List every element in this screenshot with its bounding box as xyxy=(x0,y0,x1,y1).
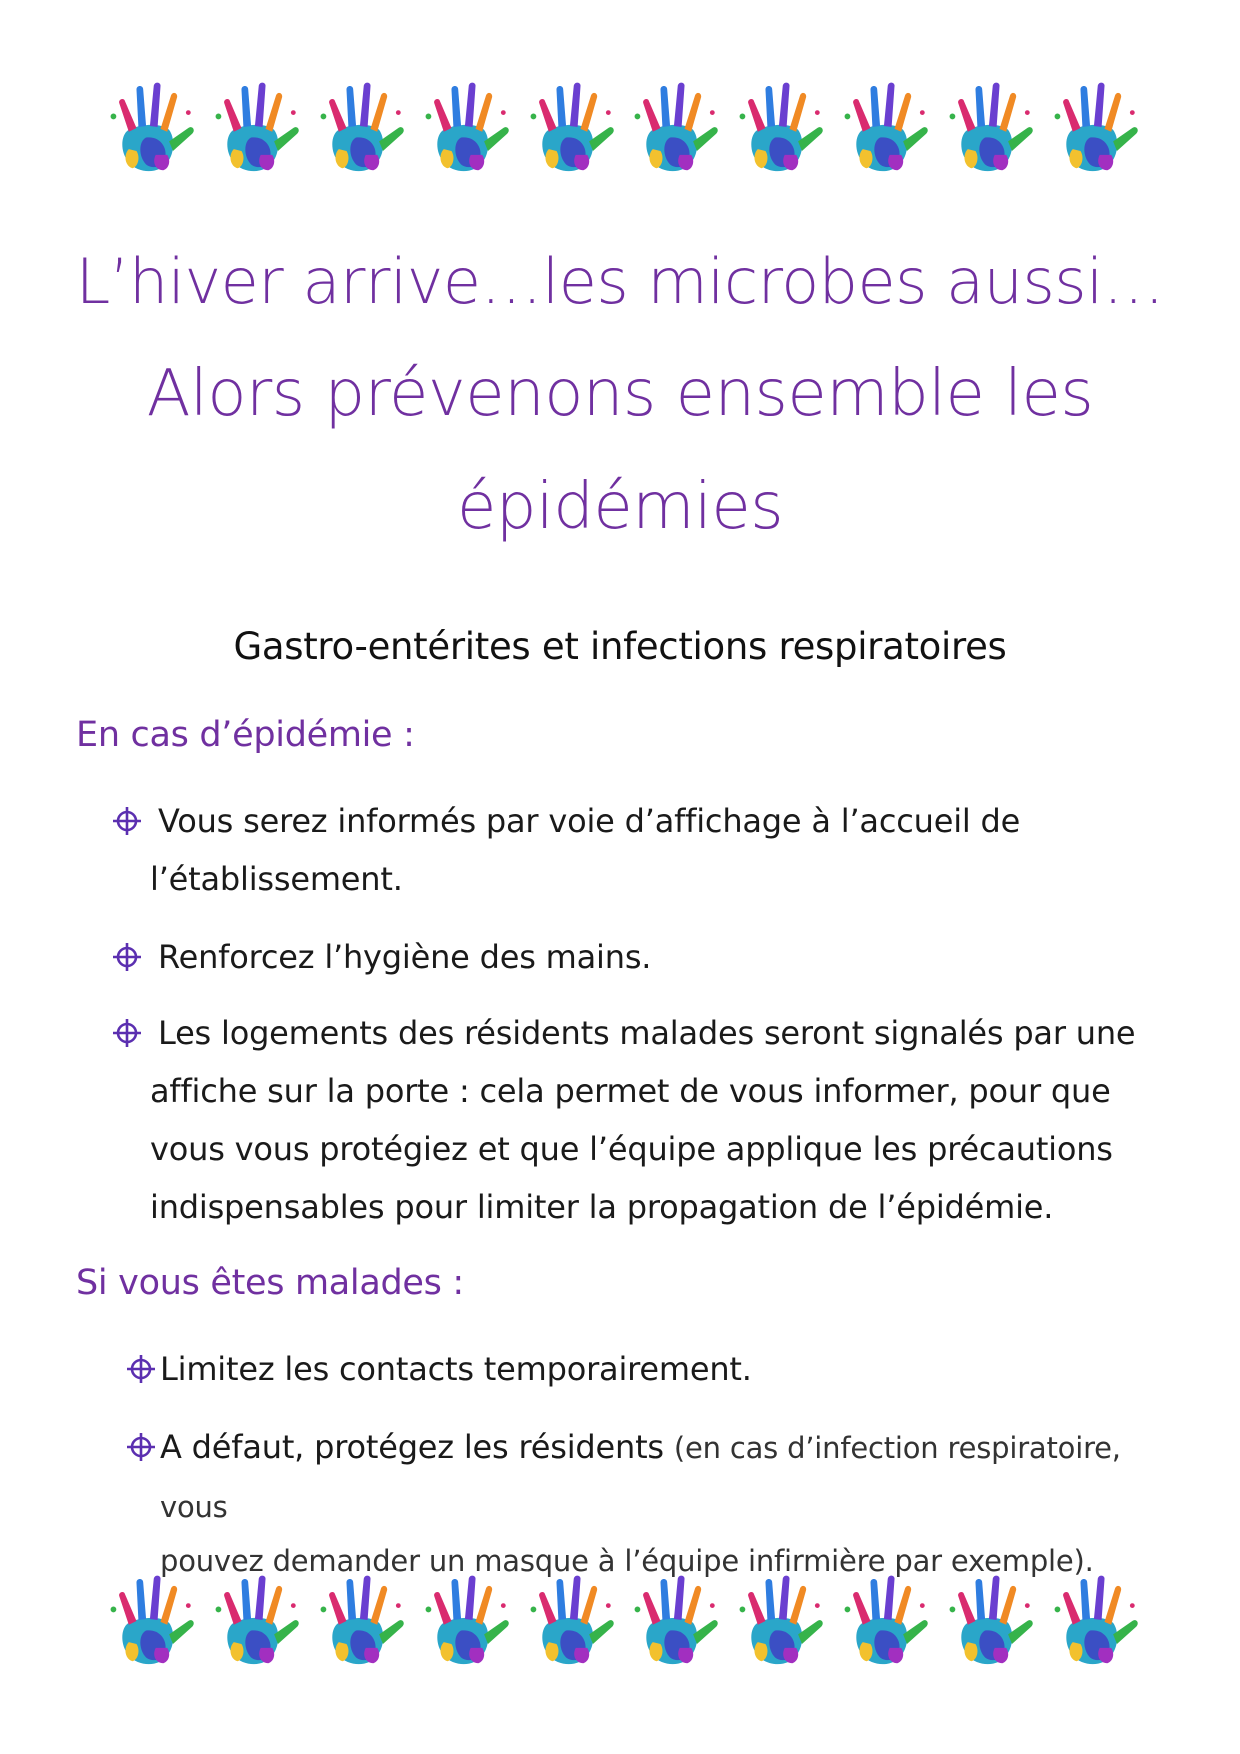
crosshair-bullet-icon xyxy=(112,942,142,972)
handprint-icon xyxy=(1044,72,1140,182)
list-item xyxy=(126,1418,1176,1586)
list-item-text-cont: indispensables pour limiter la propagation de l’épidémie. xyxy=(150,1188,1054,1226)
handprint-icon xyxy=(415,72,511,182)
handprint-icon xyxy=(1044,1565,1140,1675)
handprint-icon xyxy=(834,72,930,182)
handprint-icon xyxy=(205,72,301,182)
handprint-icon xyxy=(205,1565,301,1675)
title-line-1: L’hiver arrive…les microbes aussi… xyxy=(75,245,1165,318)
handprint-icon xyxy=(939,1565,1035,1675)
handprint-icon xyxy=(939,72,1035,182)
handprint-border-top xyxy=(100,72,1140,182)
handprint-icon xyxy=(624,1565,720,1675)
list-item-text: Renforcez l’hygiène des mains. xyxy=(158,938,652,976)
list-item-note-cont: pouvez demander un masque à l’équipe infirmière par exemple). xyxy=(160,1544,1094,1578)
handprint-icon xyxy=(310,72,406,182)
list-item-text: Vous serez informés par voie d’affichage à l’accueil de xyxy=(158,802,1021,840)
handprint-icon xyxy=(834,1565,930,1675)
crosshair-bullet-icon xyxy=(112,1018,142,1048)
list-item-note: (en cas d’infection respiratoire, vous xyxy=(160,1431,1121,1524)
handprint-icon xyxy=(415,1565,511,1675)
subtitle: Gastro-entérites et infections respiratoires xyxy=(233,625,1007,668)
title-line-3: épidémies xyxy=(456,470,784,544)
handprint-icon xyxy=(520,72,616,182)
handprint-icon xyxy=(729,72,825,182)
handprint-icon xyxy=(624,72,720,182)
list-item-text-cont: l’établissement. xyxy=(150,860,403,898)
handprint-icon xyxy=(100,1565,196,1675)
list-item xyxy=(112,928,1122,986)
handprint-icon xyxy=(100,72,196,182)
handprint-icon xyxy=(520,1565,616,1675)
list-item-text: Limitez les contacts temporairement. xyxy=(160,1350,752,1388)
crosshair-bullet-icon xyxy=(112,806,142,836)
list-item xyxy=(112,792,1122,908)
section-heading-if-sick: Si vous êtes malades : xyxy=(76,1263,464,1303)
list-item-text-cont: affiche sur la porte : cela permet de vous informer, pour que xyxy=(150,1072,1111,1110)
list-item-text: Les logements des résidents malades seront signalés par une xyxy=(158,1014,1136,1052)
handprint-border-bottom xyxy=(100,1565,1140,1675)
handprint-icon xyxy=(310,1565,406,1675)
crosshair-bullet-icon xyxy=(126,1432,156,1462)
list-item xyxy=(126,1340,1126,1398)
list-item-text: A défaut, protégez les résidents xyxy=(160,1428,664,1466)
handprint-icon xyxy=(729,1565,825,1675)
title-line-2: Alors prévenons ensemble les xyxy=(146,357,1094,431)
crosshair-bullet-icon xyxy=(126,1354,156,1384)
list-item xyxy=(112,1004,1142,1236)
list-item-text-cont: vous vous protégiez et que l’équipe applique les précautions xyxy=(150,1130,1113,1168)
poster-title xyxy=(60,225,1180,564)
section-heading-epidemic: En cas d’épidémie : xyxy=(76,715,415,755)
